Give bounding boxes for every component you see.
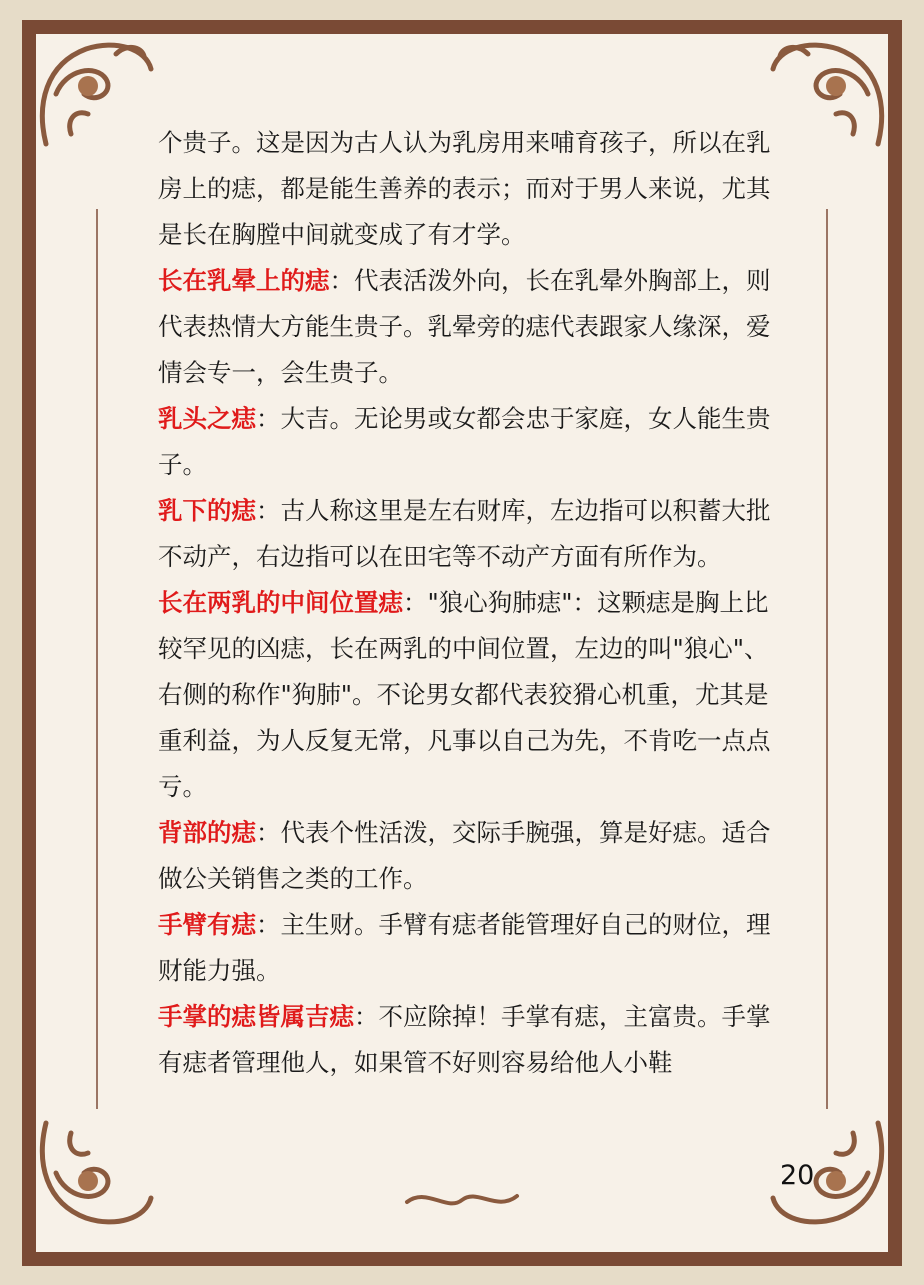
bottom-flourish-icon xyxy=(402,1182,522,1218)
corner-ornament-icon xyxy=(26,24,166,164)
corner-ornament-icon xyxy=(758,1103,898,1243)
paragraph xyxy=(158,258,778,396)
paragraph xyxy=(158,580,778,810)
paragraph-body: ：大吉。无论男或女都会忠于家庭，女人能生贵子。 xyxy=(158,404,771,479)
paragraph-heading: 手臂有痣 xyxy=(158,910,256,939)
paragraph-heading: 长在两乳的中间位置痣 xyxy=(158,588,403,617)
article-text xyxy=(158,120,778,1086)
paragraph xyxy=(158,120,778,258)
paragraph-heading: 乳下的痣 xyxy=(158,496,256,525)
paragraph xyxy=(158,810,778,902)
paragraph-heading: 手掌的痣皆属吉痣 xyxy=(158,1002,354,1031)
paragraph-body: ：代表个性活泼，交际手腕强，算是好痣。适合做公关销售之类的工作。 xyxy=(158,818,771,893)
paragraph-body: ：代表活泼外向，长在乳晕外胸部上，则代表热情大方能生贵子。乳晕旁的痣代表跟家人缘深，爱情会专一，会生贵子。 xyxy=(158,266,771,387)
paragraph-body: 个贵子。这是因为古人认为乳房用来哺育孩子，所以在乳房上的痣，都是能生善养的表示；而对于男人来说，尤其是长在胸膛中间就变成了有才学。 xyxy=(158,128,771,249)
paragraph-body: ：古人称这里是左右财库，左边指可以积蓄大批不动产，右边指可以在田宅等不动产方面有所作为。 xyxy=(158,496,771,571)
paragraph xyxy=(158,902,778,994)
paragraph-body: ：不应除掉！手掌有痣，主富贵。手掌有痣者管理他人，如果管不好则容易给他人小鞋 xyxy=(158,1002,771,1077)
paragraph-heading: 背部的痣 xyxy=(158,818,256,847)
paragraph-heading: 乳头之痣 xyxy=(158,404,256,433)
paragraph-body: ："狼心狗肺痣"：这颗痣是胸上比较罕见的凶痣，长在两乳的中间位置，左边的叫"狼心"、右侧的称作"狗肺"。不论男女都代表狡猾心机重，尤其是重利益，为人反复无常，凡事以自己为先，不肯吃一点点亏。 xyxy=(158,588,771,801)
corner-ornament-icon xyxy=(758,24,898,164)
corner-ornament-icon xyxy=(26,1103,166,1243)
paragraph xyxy=(158,994,778,1086)
paragraph xyxy=(158,488,778,580)
left-border-rule xyxy=(96,209,98,1109)
paragraph xyxy=(158,396,778,488)
right-border-rule xyxy=(826,209,828,1109)
paragraph-heading: 长在乳晕上的痣 xyxy=(158,266,330,295)
paragraph-body: ：主生财。手臂有痣者能管理好自己的财位，理财能力强。 xyxy=(158,910,771,985)
page-number: 20 xyxy=(780,1160,815,1191)
